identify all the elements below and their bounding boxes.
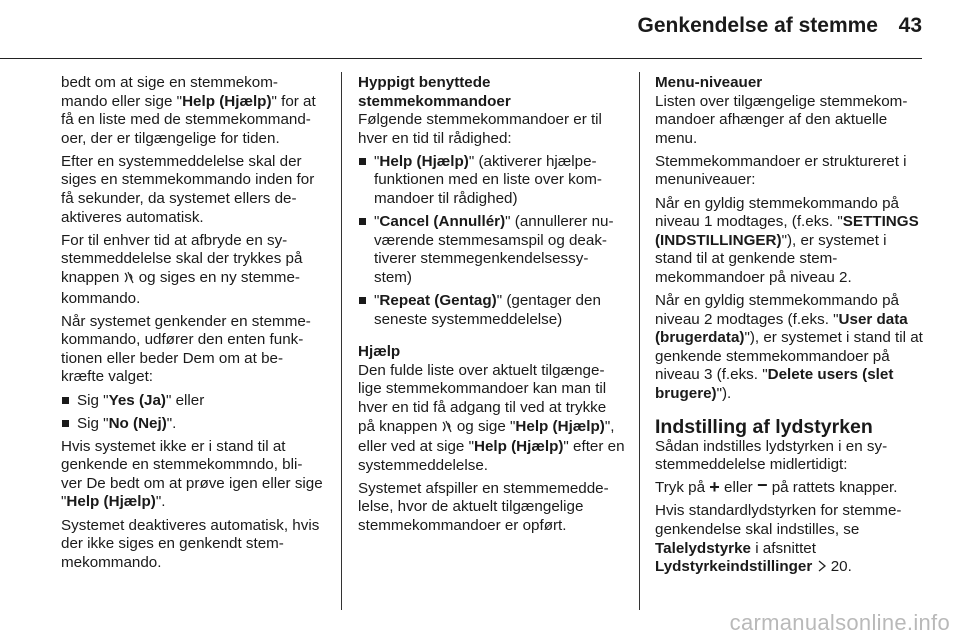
section-heading: Hjælp [358,343,401,361]
paragraph: Tryk på + eller − på rattets knapper. [655,475,898,498]
paragraph: Systemet afspiller en stemmemedde-lelse, hvor de aktuelt tilgængelige stemmekommandoer er opført. [358,479,609,535]
paragraph: Stemmekommandoer er struktureret i menuniveauer: [655,152,907,189]
page-number: 43 [898,14,922,37]
paragraph: For til enhver tid at afbryde en sy-stemmeddelelse skal der trykkes på knappen og siges en ny stemme-kommando. [61,231,303,307]
paragraph: Listen over tilgængelige stemmekom-mandoer afhænger af den aktuelle menu. [655,92,908,147]
plus-icon: + [709,477,720,498]
list-item: "Cancel (Annullér)" (annullerer nu-værende stemmesamspil og deak-tiverer stemmegenkendelsessy-stem) [358,213,626,287]
column-divider-2 [639,72,640,610]
bullet-list [61,392,323,434]
section-heading: Hyppigt benyttede stemmekommandoer [358,74,511,110]
section-title: Indstilling af lydstyrken [655,415,873,438]
list-item: "Help (Hjælp)" (aktiverer hjælpe-funktionen med en liste over kom-mandoer til rådighed) [358,153,626,209]
page-title: Genkendelse af stemme [637,14,878,37]
column-divider-1 [341,72,342,610]
paragraph: bedt om at sige en stemmekom-mando eller sige "Help (Hjælp)" for at få en liste med de stemmekommand-oer, der er tilgængelige for tiden. [61,74,316,147]
paragraph: Følgende stemmekommandoer er til hver en tid til rådighed: [358,111,602,147]
column-2 [358,74,626,540]
paragraph: Hvis standardlydstyrken for stemme-genkendelse skal indstilles, se Talelydstyrke i afsnittet Lydstyrkeindstillinger 20. [655,502,902,576]
paragraph: Efter en systemmeddelelse skal der siges en stemmekommando inden for få sekunder, da systemet ellers de-aktiveres automatisk. [61,152,315,226]
paragraph: Systemet deaktiveres automatisk, hvis der ikke siges en genkendt stem-mekommando. [61,516,320,571]
column-3 [655,74,923,581]
list-item: Sig "No (Nej)". [61,415,323,434]
list-item: Sig "Yes (Ja)" eller [61,392,323,411]
paragraph: Når en gyldig stemmekommando på niveau 2 modtages (f.eks. "User data (brugerdata)"), er systemet i stand til at genkende stemmekommandoer på niveau 3 (f.eks. "Delete users (slet brugere)"). [655,292,923,402]
paragraph: Den fulde liste over aktuelt tilgænge-lige stemmekommandoer kan man til hver en tid få adgang til ved at trykke på knappen og sige "Help (Hjælp)", eller ved at sige "Help (Hjælp)" efter en systemmeddelelse. [358,361,625,474]
voice-button-icon [442,420,453,439]
page-reference-icon [817,559,827,571]
paragraph: Sådan indstilles lydstyrken i en sy-stemmeddelelse midlertidigt: [655,437,888,474]
column-1 [61,74,323,577]
minus-icon: − [756,475,768,496]
paragraph: Når systemet genkender en stemme-kommando, udfører den enten funk-tionen eller beder Dem om at be-kræfte valget: [61,312,311,386]
list-item: "Repeat (Gentag)" (gentager den seneste systemmeddelelse) [358,292,626,329]
watermark: carmanualsonline.info [729,610,950,635]
paragraph: Når en gyldig stemmekommando på niveau 1 modtages, (f.eks. "SETTINGS (INDSTILLINGER)"), er systemet i stand til at genkende stem-mekommandoer på niveau 2. [655,194,919,286]
bullet-list [358,153,626,329]
section-heading: Menu-niveauer [655,74,763,91]
header-divider [0,58,922,59]
voice-button-icon [124,271,135,290]
paragraph: Hvis systemet ikke er i stand til at genkende en stemmekommndo, bli-ver De bedt om at prøve igen eller sige "Help (Hjælp)". [61,437,323,511]
